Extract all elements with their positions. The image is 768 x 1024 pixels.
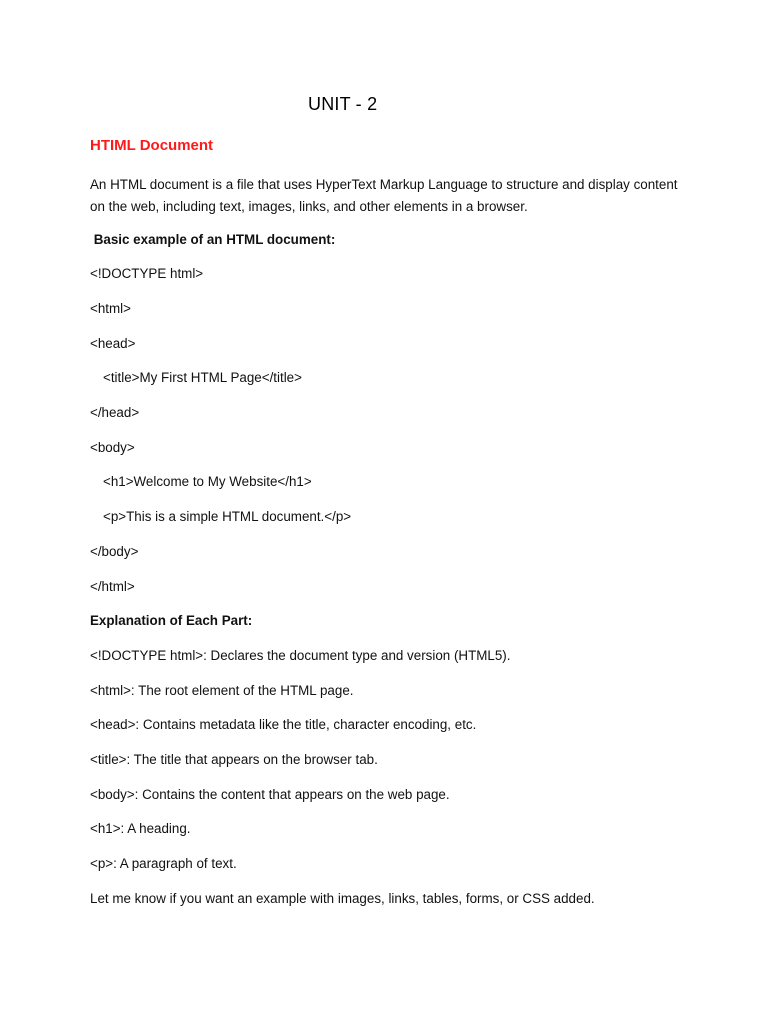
code-line-title: <title>My First HTML Page</title>: [103, 370, 302, 385]
explanation-p: <p>: A paragraph of text.: [90, 856, 237, 871]
explanation-html: <html>: The root element of the HTML page.: [90, 683, 354, 698]
code-line-body-open: <body>: [90, 440, 135, 455]
explanation-head: <head>: Contains metadata like the title, character encoding, etc.: [90, 717, 477, 732]
code-line-html-open: <html>: [90, 301, 131, 316]
code-line-head-open: <head>: [90, 336, 136, 351]
code-line-doctype: <!DOCTYPE html>: [90, 266, 204, 281]
section-heading: HTIML Document: [90, 137, 214, 154]
code-line-head-close: </head>: [90, 405, 140, 420]
unit-title: UNIT - 2: [308, 94, 378, 114]
code-line-html-close: </html>: [90, 579, 135, 594]
intro-paragraph: An HTML document is a file that uses HyperText Markup Language to structure and display content on the web, including text, images, links, and other elements in a browser.: [90, 177, 678, 214]
explanation-title: <title>: The title that appears on the browser tab.: [90, 752, 378, 767]
explanation-doctype: <!DOCTYPE html>: Declares the document type and version (HTML5).: [90, 648, 511, 663]
explanation-h1: <h1>: A heading.: [90, 821, 191, 836]
example-heading: Basic example of an HTML document:: [90, 232, 336, 247]
explanation-body: <body>: Contains the content that appears on the web page.: [90, 787, 450, 802]
code-line-body-close: </body>: [90, 544, 139, 559]
explanation-heading: Explanation of Each Part:: [90, 613, 253, 628]
code-line-p: <p>This is a simple HTML document.</p>: [103, 509, 352, 524]
code-line-h1: <h1>Welcome to My Website</h1>: [103, 474, 312, 489]
closing-note: Let me know if you want an example with images, links, tables, forms, or CSS added.: [90, 891, 595, 906]
